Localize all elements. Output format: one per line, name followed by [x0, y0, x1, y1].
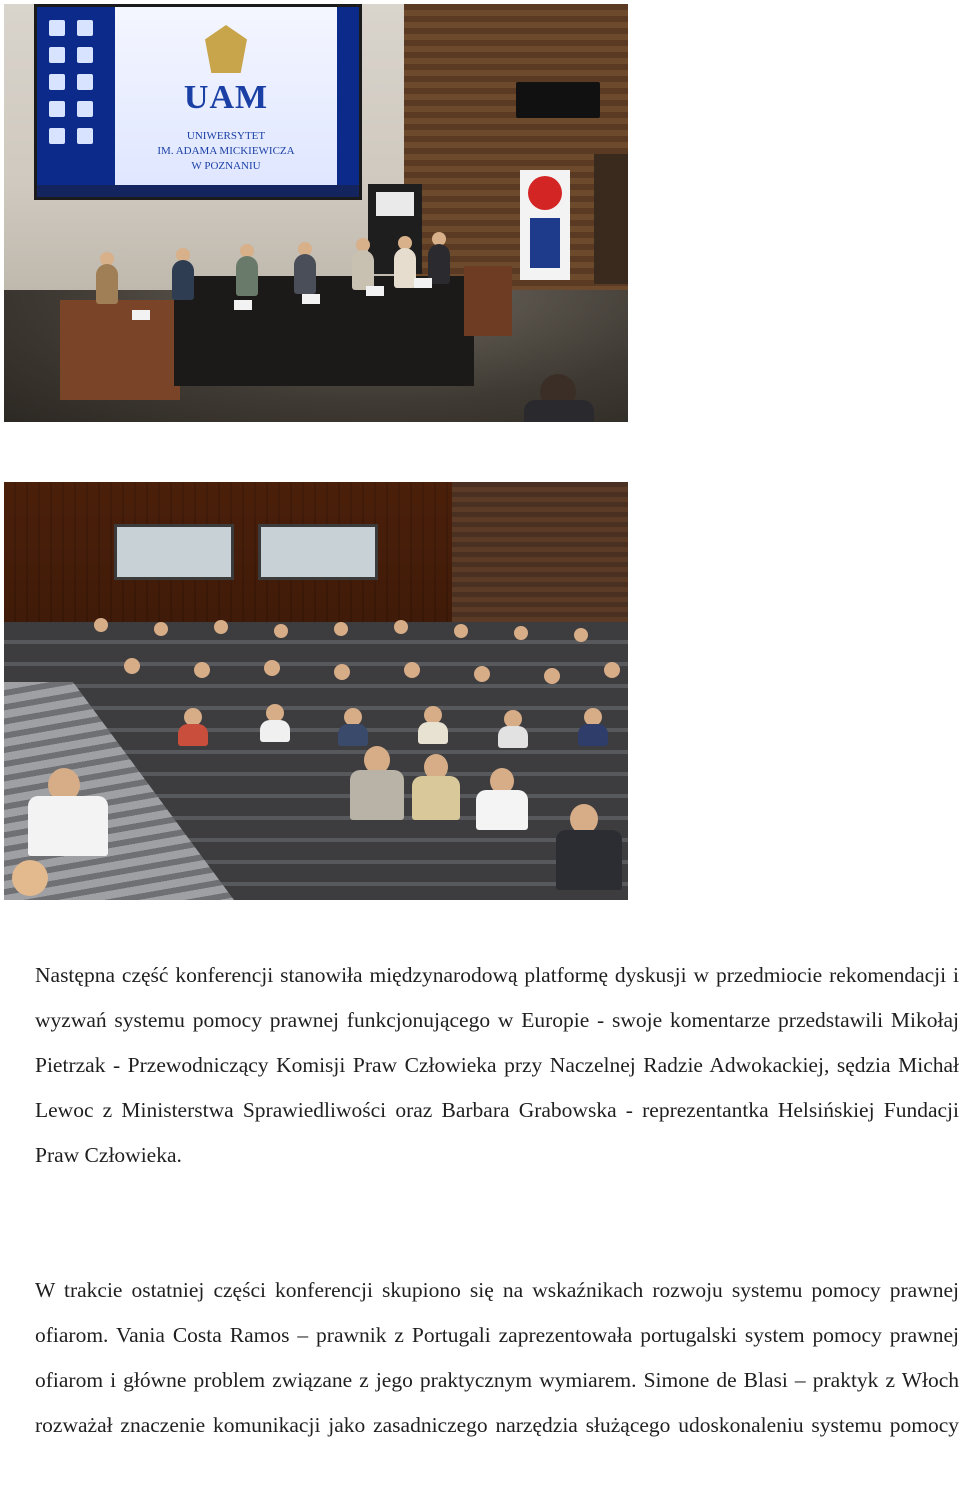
- audience-member: [350, 770, 404, 820]
- audience-member: [28, 796, 108, 856]
- audience-member: [476, 790, 528, 830]
- name-card: [132, 310, 150, 320]
- audience-head: [264, 660, 280, 676]
- panelist: [96, 264, 118, 304]
- audience-head: [124, 658, 140, 674]
- audience-head: [154, 622, 168, 636]
- audience-photo: [4, 482, 628, 900]
- audience-head: [604, 662, 620, 678]
- uam-logo-text: UAM: [183, 79, 269, 116]
- panelist: [352, 250, 374, 290]
- audience-head: [404, 662, 420, 678]
- audience-head: [194, 662, 210, 678]
- sponsor-rollup-banner: [520, 170, 570, 280]
- audience-head: [334, 622, 348, 636]
- audience-member: [260, 720, 290, 742]
- booth-window: [114, 524, 234, 580]
- audience-head: [12, 860, 48, 896]
- audience-head: [94, 618, 108, 632]
- audience-member: [578, 724, 608, 746]
- name-card: [366, 286, 384, 296]
- panel-desk-center: [174, 276, 474, 386]
- audience-member: [524, 400, 594, 422]
- audience-head: [474, 666, 490, 682]
- name-card: [414, 278, 432, 288]
- conference-panel-photo: [4, 4, 628, 422]
- wall-monitor: [516, 82, 600, 118]
- paragraph-final-part: W trakcie ostatniej części konferencji skupiono się na wskaźnikach rozwoju systemu pomocy prawnej ofiarom. Vania Costa Ramos – prawnik z Portugali zaprezentowała portugalski system pomocy prawnej ofiarom i główne problem związane z jego praktycznym wymiarem. Simone de Blasi – praktyk z Włoch rozważał znaczenie komunikacji jako zasadniczego narzędzia służącego udoskonaleniu systemu pomocy: [35, 1278, 959, 1437]
- projection-screen: [34, 4, 362, 200]
- audience-head: [544, 668, 560, 684]
- name-card: [302, 294, 320, 304]
- audience-head: [334, 664, 350, 680]
- audience-member: [418, 722, 448, 744]
- audience-member: [338, 724, 368, 746]
- panel-desk-left: [60, 300, 180, 400]
- panelist: [394, 248, 416, 288]
- audience-head: [214, 620, 228, 634]
- door: [594, 154, 628, 284]
- university-name: UNIWERSYTET IM. ADAMA MICKIEWICZA W POZNANIU: [157, 130, 295, 172]
- desktop-icons: [43, 17, 103, 152]
- audience-head: [394, 620, 408, 634]
- university-slide: [115, 7, 337, 187]
- audience-head: [454, 624, 468, 638]
- audience-head: [514, 626, 528, 640]
- panelist: [172, 260, 194, 300]
- name-card: [234, 300, 252, 310]
- panel-desk-right: [464, 266, 512, 336]
- audience-head: [274, 624, 288, 638]
- booth-window: [258, 524, 378, 580]
- paragraph-discussion: Następna część konferencji stanowiła międzynarodową platformę dyskusji w przedmiocie rekomendacji i wyzwań systemu pomocy prawnej funkcjonującego w Europie - swoje komentarze przedstawili Mikołaj Pietrzak - Przewodniczący Komisji Praw Człowieka przy Naczelnej Radzie Adwokackiej, sędzia Michał Lewoc z Ministerstwa Sprawiedliwości oraz Barbara Grabowska - reprezentantka Helsińskiej Fundacji Praw Człowieka.: [35, 963, 959, 1167]
- audience-member: [178, 724, 208, 746]
- audience-member: [556, 830, 622, 890]
- panelist: [236, 256, 258, 296]
- radio-logo-icon: [528, 176, 562, 210]
- audience-member: [412, 776, 460, 820]
- taskbar: [37, 185, 359, 197]
- audience-head: [574, 628, 588, 642]
- audience-member: [498, 726, 528, 748]
- panelist: [294, 254, 316, 294]
- eagle-crest-icon: [205, 25, 247, 73]
